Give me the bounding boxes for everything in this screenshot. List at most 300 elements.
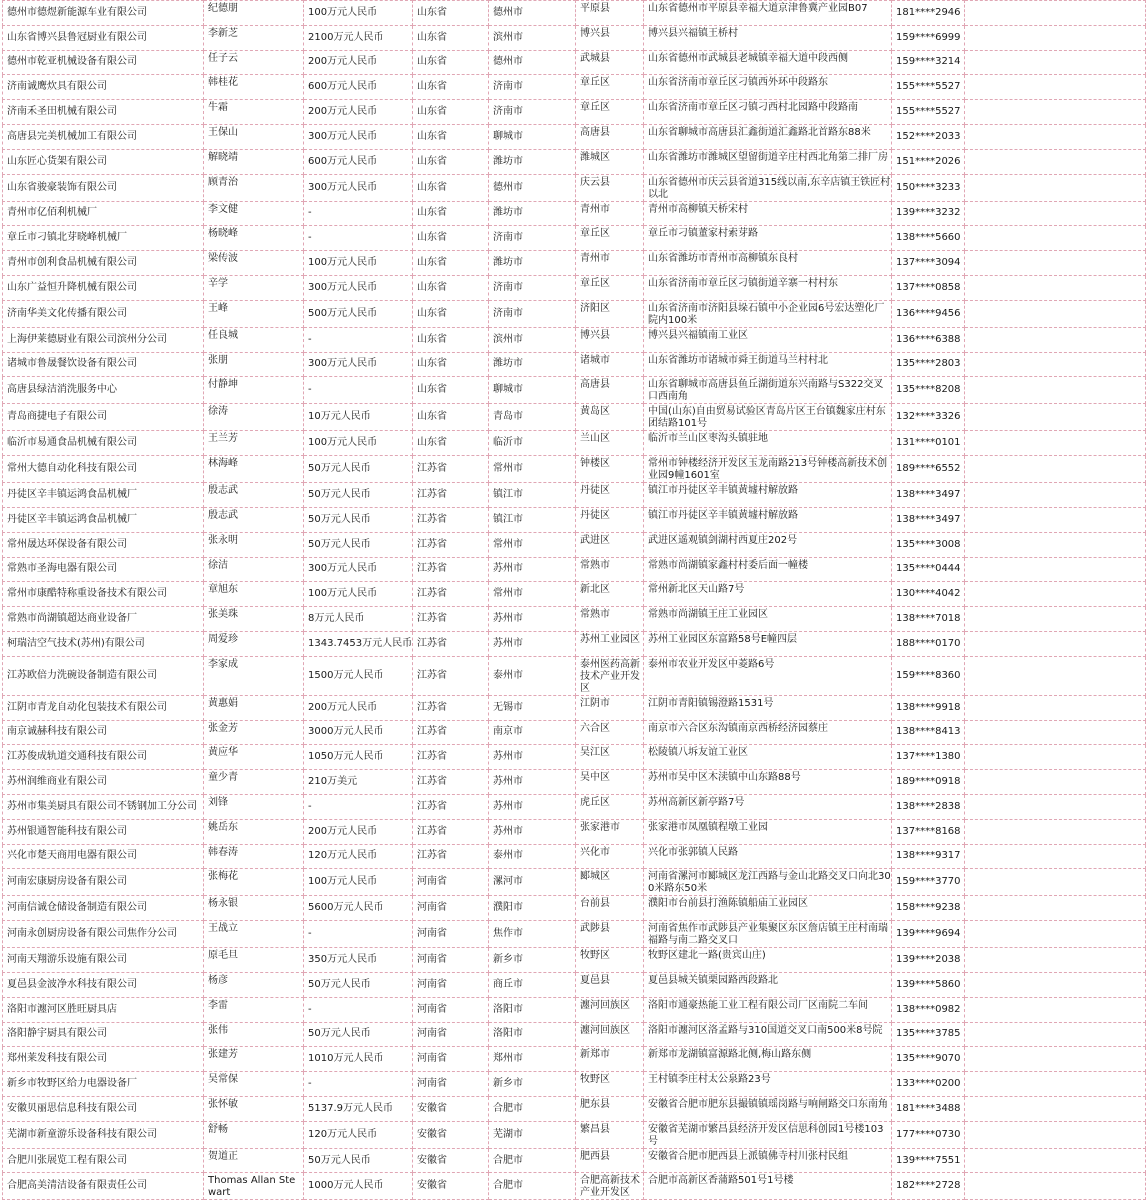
table-row [3,656,1146,695]
city-cell: 洛阳市 [489,997,576,1022]
legal-representative-cell: 徐涛 [204,404,304,431]
city-cell: 苏州市 [489,745,576,770]
table-row [3,251,1146,276]
legal-representative-cell: 解晓靖 [204,149,304,174]
province-cell: 山东省 [413,251,489,276]
city-cell: 洛阳市 [489,1022,576,1047]
table-row [3,483,1146,508]
company-name-cell: 常熟市尚湖镇超达商业设备厂 [3,607,204,632]
phone-cell: 181****2946 [892,1,965,26]
province-cell: 江苏省 [413,844,489,869]
company-name-cell: 高唐县完美机械加工有限公司 [3,124,204,149]
district-cell: 台前县 [576,896,644,921]
registered-capital-cell: 200万元人民币 [304,50,413,75]
legal-representative-cell: 杨晓峰 [204,226,304,251]
province-cell: 河南省 [413,896,489,921]
province-cell: 江苏省 [413,483,489,508]
empty-cell [965,745,1146,770]
phone-cell: 139****3232 [892,201,965,226]
legal-representative-cell: 徐洁 [204,557,304,582]
district-cell: 肥东县 [576,1096,644,1121]
registered-capital-cell: 350万元人民币 [304,948,413,973]
city-cell: 济南市 [489,275,576,300]
empty-cell [965,607,1146,632]
province-cell: 河南省 [413,972,489,997]
table-row [3,1096,1146,1121]
phone-cell: 151****2026 [892,149,965,174]
legal-representative-cell: 吴常保 [204,1072,304,1097]
province-cell: 山东省 [413,75,489,100]
phone-cell: 135****9070 [892,1047,965,1072]
legal-representative-cell: 周爱珍 [204,631,304,656]
city-cell: 常州市 [489,582,576,607]
district-cell: 泰州医药高新技术产业开发区 [576,656,644,695]
city-cell: 郑州市 [489,1047,576,1072]
city-cell: 苏州市 [489,819,576,844]
district-cell: 庆云县 [576,174,644,201]
district-cell: 牧野区 [576,1072,644,1097]
registered-capital-cell: 5137.9万元人民币 [304,1096,413,1121]
legal-representative-cell: 杨永银 [204,896,304,921]
registered-capital-cell: 1050万元人民币 [304,745,413,770]
company-name-cell: 河南信诚仓储设备制造有限公司 [3,896,204,921]
address-cell: 新郑市龙湖镇富源路北侧,梅山路东侧 [644,1047,892,1072]
district-cell: 黄岛区 [576,404,644,431]
address-cell: 牧野区建北一路(贵宾山庄) [644,948,892,973]
table-row [3,300,1146,327]
district-cell: 博兴县 [576,25,644,50]
table-row [3,377,1146,404]
province-cell: 江苏省 [413,532,489,557]
table-row [3,1148,1146,1173]
city-cell: 镇江市 [489,507,576,532]
address-cell: 博兴县兴福镇王桥村 [644,25,892,50]
legal-representative-cell: 舒畅 [204,1121,304,1148]
registered-capital-cell: 100万元人民币 [304,431,413,456]
empty-cell [965,352,1146,377]
province-cell: 江苏省 [413,819,489,844]
empty-cell [965,631,1146,656]
table-row [3,1072,1146,1097]
city-cell: 潍坊市 [489,352,576,377]
address-cell: 安徽省合肥市肥西县上派镇佛寺村川张村民组 [644,1148,892,1173]
city-cell: 滨州市 [489,25,576,50]
province-cell: 山东省 [413,174,489,201]
legal-representative-cell: 张美珠 [204,607,304,632]
district-cell: 新北区 [576,582,644,607]
legal-representative-cell: 黄惠娟 [204,695,304,720]
empty-cell [965,483,1146,508]
legal-representative-cell: 王保山 [204,124,304,149]
district-cell: 丹徒区 [576,483,644,508]
legal-representative-cell: 张伟 [204,1022,304,1047]
province-cell: 安徽省 [413,1096,489,1121]
registered-capital-cell: 120万元人民币 [304,1121,413,1148]
city-cell: 焦作市 [489,921,576,948]
phone-cell: 136****6388 [892,327,965,352]
address-cell: 山东省聊城市高唐县汇鑫街道汇鑫路北首路东88米 [644,124,892,149]
address-cell: 山东省德州市庆云县省道315线以南,东辛店镇王铁匠村以北 [644,174,892,201]
city-cell: 常州市 [489,456,576,483]
company-name-cell: 德州市德煜新能源车业有限公司 [3,1,204,26]
province-cell: 江苏省 [413,507,489,532]
registered-capital-cell: 1010万元人民币 [304,1047,413,1072]
address-cell: 洛阳市通豪热能工业工程有限公司厂区南院二车间 [644,997,892,1022]
district-cell: 虎丘区 [576,794,644,819]
table-row [3,201,1146,226]
legal-representative-cell: 纪德朋 [204,1,304,26]
address-cell: 武进区遥观镇剑湖村西夏庄202号 [644,532,892,557]
address-cell: 青州市高柳镇天桥宋村 [644,201,892,226]
district-cell: 合肥高新技术产业开发区 [576,1173,644,1200]
address-cell: 镇江市丹徒区辛丰镇黄墟村解放路 [644,507,892,532]
district-cell: 常熟市 [576,607,644,632]
phone-cell: 150****3233 [892,174,965,201]
address-cell: 常州新北区天山路7号 [644,582,892,607]
company-name-cell: 章丘市刁镇北芽晓峰机械厂 [3,226,204,251]
empty-cell [965,921,1146,948]
province-cell: 江苏省 [413,745,489,770]
table-row [3,557,1146,582]
registered-capital-cell: 50万元人民币 [304,507,413,532]
table-row [3,431,1146,456]
table-row [3,1173,1146,1200]
legal-representative-cell: 牛霜 [204,100,304,125]
registered-capital-cell: - [304,377,413,404]
registered-capital-cell: - [304,921,413,948]
company-name-cell: 江苏俊成轨道交通科技有限公司 [3,745,204,770]
empty-cell [965,896,1146,921]
table-row [3,507,1146,532]
city-cell: 泰州市 [489,844,576,869]
registered-capital-cell: 10万元人民币 [304,404,413,431]
company-name-cell: 兴化市楚天商用电器有限公司 [3,844,204,869]
table-row [3,1047,1146,1072]
registered-capital-cell: - [304,794,413,819]
address-cell: 中国(山东)自由贸易试验区青岛片区王台镇魏家庄村东团结路101号 [644,404,892,431]
empty-cell [965,1072,1146,1097]
company-name-cell: 青州市创利食品机械有限公司 [3,251,204,276]
legal-representative-cell: 李雷 [204,997,304,1022]
address-cell: 苏州市吴中区木渎镇中山东路88号 [644,770,892,795]
table-row [3,695,1146,720]
address-cell: 山东省潍坊市潍城区望留街道辛庄村西北角第二排厂房 [644,149,892,174]
city-cell: 无锡市 [489,695,576,720]
table-row [3,745,1146,770]
table-row [3,25,1146,50]
city-cell: 潍坊市 [489,149,576,174]
empty-cell [965,327,1146,352]
legal-representative-cell: 贺道正 [204,1148,304,1173]
district-cell: 章丘区 [576,100,644,125]
legal-representative-cell: 付静坤 [204,377,304,404]
table-row [3,275,1146,300]
address-cell: 安徽省芜湖市繁昌县经济开发区信思科创园1号楼103号 [644,1121,892,1148]
company-name-cell: 临沂市易通食品机械有限公司 [3,431,204,456]
district-cell: 潍城区 [576,149,644,174]
legal-representative-cell: 张朋 [204,352,304,377]
phone-cell: 132****3326 [892,404,965,431]
province-cell: 河南省 [413,1047,489,1072]
empty-cell [965,532,1146,557]
province-cell: 河南省 [413,948,489,973]
table-row [3,896,1146,921]
district-cell: 武城县 [576,50,644,75]
province-cell: 山东省 [413,431,489,456]
legal-representative-cell: 张怀敏 [204,1096,304,1121]
legal-representative-cell: 黄应华 [204,745,304,770]
phone-cell: 138****9918 [892,695,965,720]
company-name-cell: 山东匠心货架有限公司 [3,149,204,174]
district-cell: 济阳区 [576,300,644,327]
company-name-cell: 洛阳静宇厨具有限公司 [3,1022,204,1047]
province-cell: 江苏省 [413,695,489,720]
city-cell: 德州市 [489,1,576,26]
district-cell: 高唐县 [576,124,644,149]
legal-representative-cell: 林海峰 [204,456,304,483]
registered-capital-cell: 120万元人民币 [304,844,413,869]
empty-cell [965,50,1146,75]
table-row [3,631,1146,656]
address-cell: 张家港市凤凰镇程墩工业园 [644,819,892,844]
province-cell: 江苏省 [413,720,489,745]
empty-cell [965,770,1146,795]
district-cell: 章丘区 [576,75,644,100]
province-cell: 安徽省 [413,1121,489,1148]
phone-cell: 182****2728 [892,1173,965,1200]
phone-cell: 152****2033 [892,124,965,149]
registered-capital-cell: 100万元人民币 [304,582,413,607]
phone-cell: 138****3497 [892,507,965,532]
city-cell: 苏州市 [489,794,576,819]
phone-cell: 155****5527 [892,100,965,125]
legal-representative-cell: 童少青 [204,770,304,795]
district-cell: 平原县 [576,1,644,26]
registered-capital-cell: 50万元人民币 [304,1022,413,1047]
company-name-cell: 合肥高美清洁设备有限责任公司 [3,1173,204,1200]
legal-representative-cell: 张梅花 [204,869,304,896]
city-cell: 德州市 [489,50,576,75]
company-name-cell: 上海伊莱德厨业有限公司滨州分公司 [3,327,204,352]
city-cell: 德州市 [489,174,576,201]
city-cell: 常州市 [489,532,576,557]
empty-cell [965,972,1146,997]
empty-cell [965,844,1146,869]
empty-cell [965,507,1146,532]
empty-cell [965,869,1146,896]
district-cell: 武进区 [576,532,644,557]
phone-cell: 135****0444 [892,557,965,582]
province-cell: 江苏省 [413,456,489,483]
phone-cell: 138****5660 [892,226,965,251]
company-name-cell: 郑州莱发科技有限公司 [3,1047,204,1072]
phone-cell: 189****0918 [892,770,965,795]
city-cell: 聊城市 [489,124,576,149]
company-name-cell: 山东省博兴县鲁冠厨业有限公司 [3,25,204,50]
district-cell: 武陟县 [576,921,644,948]
phone-cell: 159****8360 [892,656,965,695]
company-name-cell: 芜湖市新童游乐设备科技有限公司 [3,1121,204,1148]
district-cell: 丹徒区 [576,507,644,532]
registered-capital-cell: - [304,1072,413,1097]
district-cell: 郾城区 [576,869,644,896]
company-name-cell: 苏州银通智能科技有限公司 [3,819,204,844]
phone-cell: 138****9317 [892,844,965,869]
legal-representative-cell: 刘锋 [204,794,304,819]
address-cell: 山东省济南市章丘区刁镇西外环中段路东 [644,75,892,100]
province-cell: 山东省 [413,124,489,149]
table-row [3,869,1146,896]
district-cell: 钟楼区 [576,456,644,483]
company-name-cell: 苏州市集美厨具有限公司不锈钢加工分公司 [3,794,204,819]
legal-representative-cell: 张金芳 [204,720,304,745]
company-name-cell: 南京诚赫科技有限公司 [3,720,204,745]
address-cell: 山东省德州市武城县老城镇幸福大道中段西侧 [644,50,892,75]
city-cell: 商丘市 [489,972,576,997]
district-cell: 兰山区 [576,431,644,456]
empty-cell [965,794,1146,819]
table-row [3,1022,1146,1047]
province-cell: 河南省 [413,921,489,948]
district-cell: 吴中区 [576,770,644,795]
registered-capital-cell: - [304,201,413,226]
phone-cell: 159****3214 [892,50,965,75]
table-row [3,844,1146,869]
registered-capital-cell: 100万元人民币 [304,251,413,276]
address-cell: 合肥市高新区香蒲路501号1号楼 [644,1173,892,1200]
legal-representative-cell: 辛学 [204,275,304,300]
legal-representative-cell: 原毛旦 [204,948,304,973]
table-row [3,327,1146,352]
phone-cell: 139****9694 [892,921,965,948]
phone-cell: 137****0858 [892,275,965,300]
city-cell: 泰州市 [489,656,576,695]
table-row [3,532,1146,557]
city-cell: 青岛市 [489,404,576,431]
empty-cell [965,656,1146,695]
city-cell: 济南市 [489,100,576,125]
table-row [3,174,1146,201]
table-row [3,997,1146,1022]
phone-cell: 135****8208 [892,377,965,404]
registered-capital-cell: 50万元人民币 [304,483,413,508]
table-row [3,1,1146,26]
address-cell: 夏邑县城关镇栗园路西段路北 [644,972,892,997]
company-name-cell: 济南诚鹰炊具有限公司 [3,75,204,100]
company-name-cell: 苏州润维商业有限公司 [3,770,204,795]
phone-cell: 158****9238 [892,896,965,921]
city-cell: 合肥市 [489,1096,576,1121]
company-name-cell: 常州大德自动化科技有限公司 [3,456,204,483]
company-name-cell: 青州市亿佰利机械厂 [3,201,204,226]
table-row [3,794,1146,819]
district-cell: 高唐县 [576,377,644,404]
empty-cell [965,275,1146,300]
address-cell: 苏州高新区新亭路7号 [644,794,892,819]
district-cell: 夏邑县 [576,972,644,997]
legal-representative-cell: 张永明 [204,532,304,557]
phone-cell: 137****3094 [892,251,965,276]
province-cell: 江苏省 [413,656,489,695]
province-cell: 江苏省 [413,607,489,632]
table-row [3,607,1146,632]
empty-cell [965,251,1146,276]
table-row [3,948,1146,973]
empty-cell [965,226,1146,251]
company-table [2,0,1146,1200]
registered-capital-cell: 1000万元人民币 [304,1173,413,1200]
legal-representative-cell: Thomas Allan Stewart [204,1173,304,1200]
company-name-cell: 新乡市牧野区给力电器设备厂 [3,1072,204,1097]
company-name-cell: 常熟市圣海电器有限公司 [3,557,204,582]
address-cell: 河南省焦作市武陟县产业集聚区东区詹店镇王庄村南瑞福路与南二路交叉口 [644,921,892,948]
province-cell: 山东省 [413,377,489,404]
table-row [3,50,1146,75]
empty-cell [965,819,1146,844]
phone-cell: 159****6999 [892,25,965,50]
legal-representative-cell: 韩桂花 [204,75,304,100]
city-cell: 合肥市 [489,1148,576,1173]
phone-cell: 135****3785 [892,1022,965,1047]
province-cell: 河南省 [413,1072,489,1097]
province-cell: 山东省 [413,1,489,26]
legal-representative-cell: 姚岳东 [204,819,304,844]
district-cell: 诸城市 [576,352,644,377]
phone-cell: 138****7018 [892,607,965,632]
phone-cell: 177****0730 [892,1121,965,1148]
district-cell: 青州市 [576,201,644,226]
registered-capital-cell: 1343.7453万元人民币 [304,631,413,656]
table-row [3,100,1146,125]
city-cell: 滨州市 [489,327,576,352]
empty-cell [965,124,1146,149]
phone-cell: 139****5860 [892,972,965,997]
empty-cell [965,149,1146,174]
registered-capital-cell: 500万元人民币 [304,300,413,327]
company-name-cell: 济南禾圣田机械有限公司 [3,100,204,125]
city-cell: 芜湖市 [489,1121,576,1148]
table-row [3,972,1146,997]
city-cell: 潍坊市 [489,251,576,276]
district-cell: 新郑市 [576,1047,644,1072]
empty-cell [965,25,1146,50]
address-cell: 王村镇李庄村太公泉路23号 [644,1072,892,1097]
company-name-cell: 德州市乾亚机械设备有限公司 [3,50,204,75]
phone-cell: 137****8168 [892,819,965,844]
phone-cell: 138****0982 [892,997,965,1022]
legal-representative-cell: 王峰 [204,300,304,327]
province-cell: 江苏省 [413,794,489,819]
phone-cell: 139****2038 [892,948,965,973]
registered-capital-cell: 2100万元人民币 [304,25,413,50]
empty-cell [965,404,1146,431]
city-cell: 苏州市 [489,557,576,582]
empty-cell [965,997,1146,1022]
city-cell: 苏州市 [489,607,576,632]
province-cell: 山东省 [413,404,489,431]
registered-capital-cell: - [304,327,413,352]
table-row [3,1121,1146,1148]
table-row [3,720,1146,745]
empty-cell [965,174,1146,201]
address-cell: 常熟市尚湖镇家鑫村村委后面一幢楼 [644,557,892,582]
company-name-cell: 青岛商捷电子有限公司 [3,404,204,431]
company-name-cell: 江苏欧倍力洗碗设备制造有限公司 [3,656,204,695]
company-name-cell: 济南华美文化传播有限公司 [3,300,204,327]
address-cell: 江阴市青阳镇锡澄路1531号 [644,695,892,720]
registered-capital-cell: 3000万元人民币 [304,720,413,745]
legal-representative-cell: 梁传波 [204,251,304,276]
